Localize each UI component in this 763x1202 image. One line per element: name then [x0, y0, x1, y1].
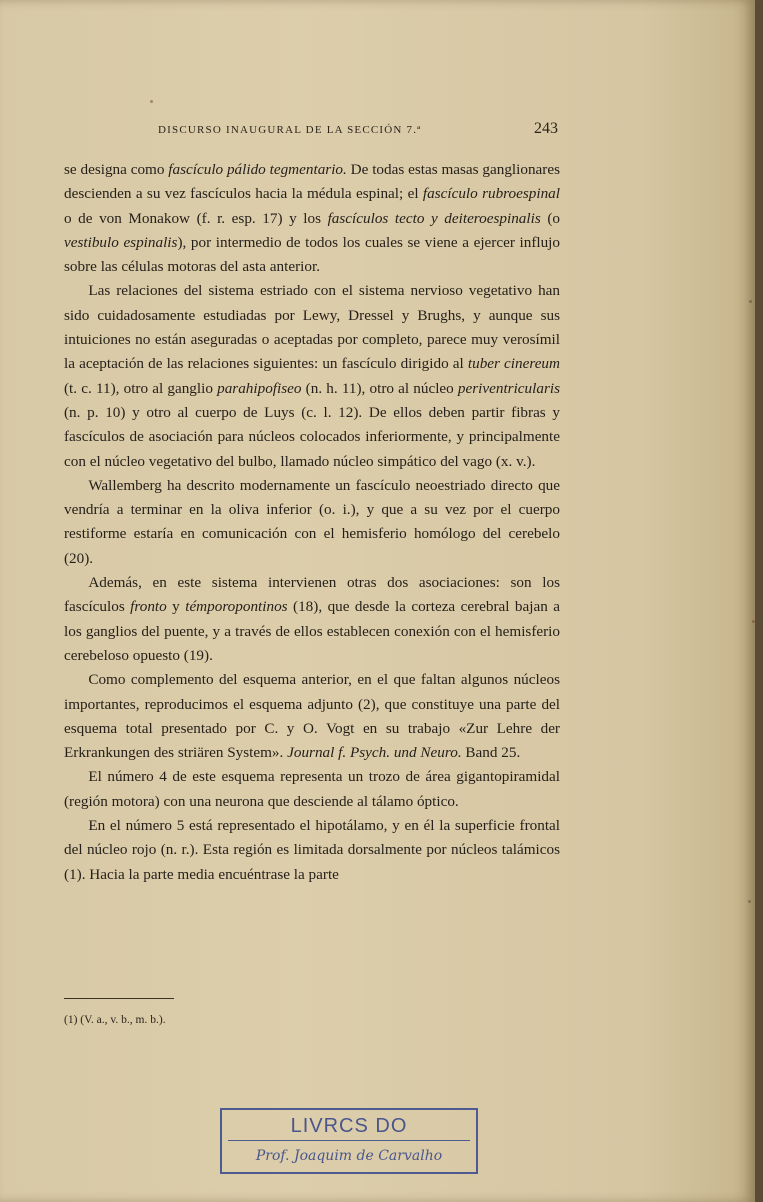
- text-run: Band 25.: [461, 744, 521, 762]
- paragraph-6: [64, 765, 560, 814]
- stamp-line-2: Prof. Joaquim de Carvalho: [255, 1148, 443, 1164]
- italic-run: témporopontinos: [185, 598, 288, 616]
- italic-run: Journal f. Psych. und Neuro.: [287, 744, 462, 762]
- page-number: 243: [534, 120, 558, 137]
- italic-run: periventricularis: [457, 379, 560, 397]
- text-run: Como complemento del esquema anterior, en el que faltan algunos núcleos importantes, reproducimos el esquema adjunto (2), que constituye una parte del esquema total presentado por C. y O. Vogt en su trabajo «Zur Lehre der Erkrankungen des striären System».: [64, 671, 560, 762]
- library-stamp: [220, 1108, 478, 1174]
- text-run: (o: [540, 209, 560, 227]
- paragraph-2: [64, 279, 560, 473]
- paper-speck: [752, 620, 755, 623]
- italic-run: fascículo rubroespinal: [422, 185, 560, 203]
- footnote-rule: [64, 998, 174, 999]
- paper-speck: [150, 100, 153, 103]
- paragraph-1: [64, 158, 560, 279]
- text-run: se designa como: [64, 161, 169, 178]
- text-run: o de von Monakow (f. r. esp. 17) y los: [64, 209, 328, 227]
- text-run: Wallemberg ha descrito modernamente un fascículo neoestriado directo que vendría a terminar en la oliva inferior (o. i.), y que a su vez por el cuerpo restiforme estaría en comunicación con el hemisferio homólogo del cerebelo (20).: [64, 476, 560, 567]
- paragraph-7: [64, 814, 560, 887]
- italic-run: fronto: [130, 598, 167, 616]
- text-run: El número 4 de este esquema representa un trozo de área gigantopiramidal (región motora) con una neurona que desciende al tálamo óptico.: [64, 768, 560, 810]
- text-run: Además, en este sistema intervienen otras dos asociaciones: son los fascículos: [64, 574, 560, 616]
- text-run: (t. c. 11), otro al ganglio: [64, 379, 218, 397]
- italic-run: vestibulo espinalis: [64, 233, 178, 251]
- paper-speck: [748, 900, 751, 903]
- italic-run: fascículo pálido tegmentario.: [168, 161, 347, 178]
- paragraph-5: [64, 668, 560, 765]
- paragraph-3: [64, 474, 560, 571]
- text-run: (n. h. 11), otro al núcleo: [301, 379, 458, 397]
- italic-run: parahipofiseo: [217, 379, 302, 397]
- text-run: En el número 5 está representado el hipotálamo, y en él la superficie frontal del núcleo rojo (n. r.). Esta región es limitada dorsalmente por núcleos talámicos (1). Hacia la parte media encuéntrase la parte: [64, 817, 560, 883]
- text-run: ), por intermedio de todos los cuales se viene a ejercer influjo sobre las células motoras del asta anterior.: [64, 233, 560, 276]
- text-run: De todas estas masas ganglionares descienden a su vez fascículos hacia la médula espinal; el: [64, 161, 560, 203]
- page-header: [158, 120, 558, 144]
- stamp-line-1: LIVRCS DO: [290, 1115, 408, 1137]
- italic-run: tuber cinereum: [467, 355, 560, 373]
- text-run: y: [166, 598, 186, 616]
- footnote: (1) (V. a., v. b., m. b.).: [64, 1014, 166, 1026]
- paragraph-4: [64, 571, 560, 668]
- italic-run: fascículos tecto y deiteroespinalis: [327, 209, 541, 227]
- text-run: (18), que desde la corteza cerebral bajan a los ganglios del puente, y a través de ellos establecen conexión con el hemisferio cerebeloso opuesto (19).: [64, 598, 560, 664]
- running-title: DISCURSO INAUGURAL DE LA SECCIÓN 7.ª: [158, 124, 422, 136]
- paper-speck: [749, 300, 752, 303]
- body-text: [64, 158, 560, 887]
- text-run: (n. p. 10) y otro al cuerpo de Luys (c. l. 12). De ellos deben partir fibras y fascículos de asociación para núcleos colocados inferiormente, y principalmente con el núcleo vegetativo del bulbo, llamado núcleo simpático del vago (x. v.).: [64, 403, 560, 470]
- text-run: Las relaciones del sistema estriado con el sistema nervioso vegetativo han sido cuidadosamente estudiadas por Lewy, Dressel y Brughs, y aunque sus intuiciones no están aseguradas o aceptadas por completo, parece muy verosímil la aceptación de las relaciones siguientes: un fascículo dirigido al: [64, 282, 560, 373]
